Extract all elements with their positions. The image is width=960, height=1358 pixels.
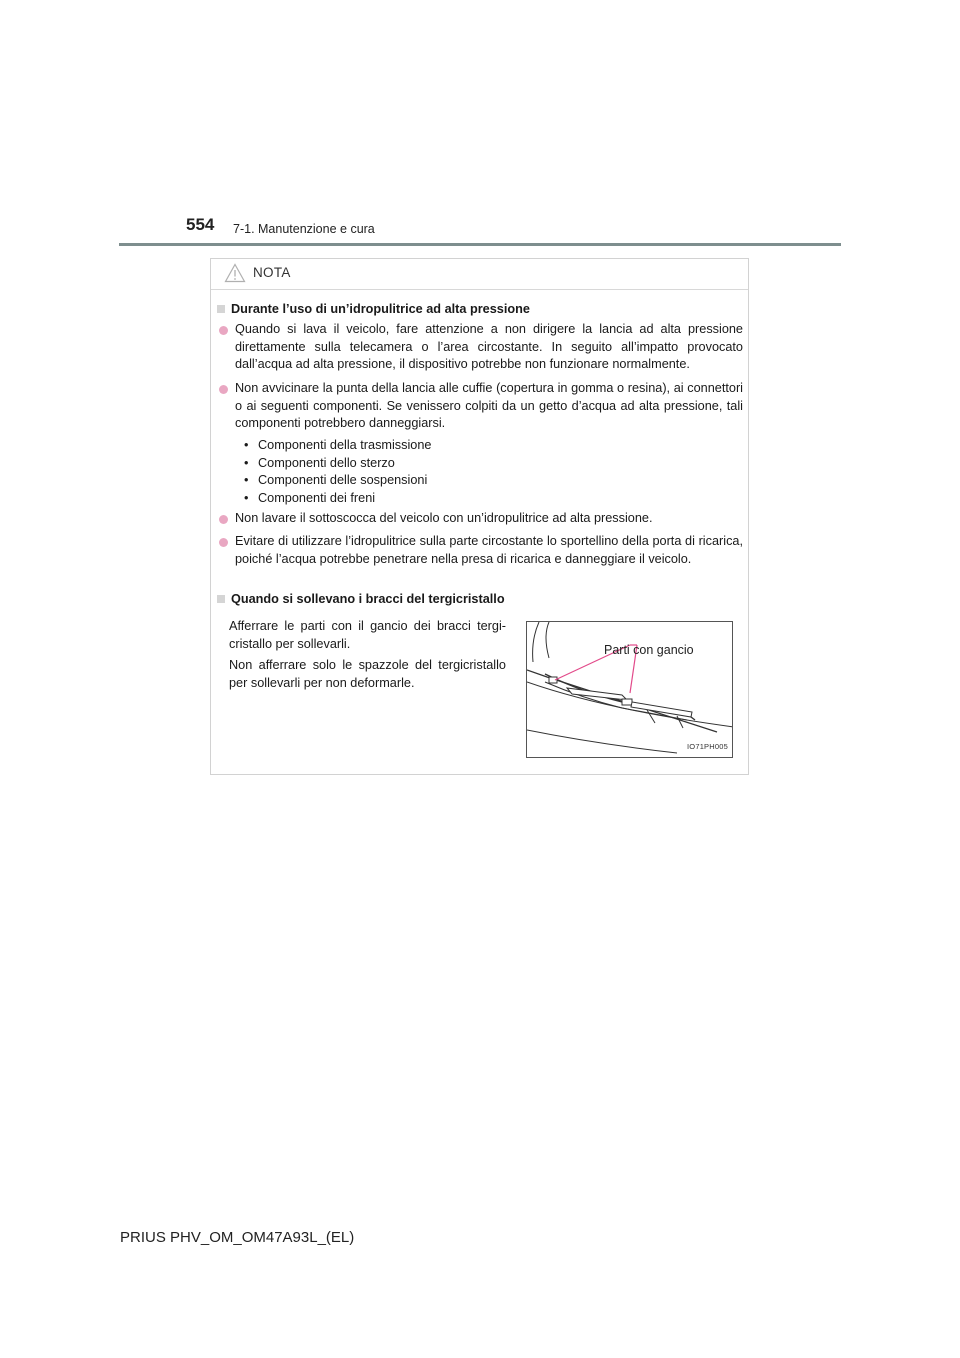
list-item: • Componenti dei freni (244, 490, 431, 508)
notice-box (210, 258, 749, 775)
notice-header (211, 259, 748, 290)
page-number: 554 (186, 215, 215, 234)
wiper-illustration (526, 621, 733, 758)
wiper-paragraph-2: Non afferrare solo le spazzole del tergicristallo per sollevarli per non deformarle. (229, 658, 506, 690)
circle-bullet-icon (219, 538, 228, 547)
list-item: • Componenti delle sospensioni (244, 472, 431, 490)
figure-code: IO71PH005 (687, 742, 728, 752)
bullet-nozzle-distance: Non avvicinare la punta della lancia alle cuffie (copertura in gomma o resina), ai connettori o ai seguenti componenti. Se venissero colpiti da un getto d’acqua ad alta pressione, tali componenti potrebbero danneggiarsi. (217, 380, 743, 433)
notice-title: NOTA (253, 265, 291, 280)
circle-bullet-icon (219, 385, 228, 394)
bullet-camera: Quando si lava il veicolo, fare attenzione a non dirigere la lancia ad alta pressione direttamente sulla telecamera o l’area circostante. In seguito all’impatto provocato dall’acqua ad alta pressione, il dispositivo potrebbe non funzionare normalmente. (217, 321, 743, 374)
square-bullet-icon (217, 595, 225, 603)
bullet-underbody: Non lavare il sottoscocca del veicolo con un’idropulitrice ad alta pressione. (217, 510, 743, 528)
section-heading-wiper-arms: Quando si sollevano i bracci del tergicristallo (217, 591, 505, 609)
section-heading-high-pressure: Durante l’uso di un’idropulitrice ad alta pressione (217, 301, 530, 319)
bullet-charging-port: Evitare di utilizzare l’idropulitrice sulla parte circostante lo sportellino della porta di ricarica, poiché l’acqua potrebbe penetrare nella presa di ricarica e danneggiare il veicolo. (217, 533, 743, 568)
document-id: PRIUS PHV_OM_OM47A93L_(EL) (120, 1229, 355, 1246)
warning-triangle-icon (224, 263, 246, 283)
wiper-paragraph-1: Afferrare le parti con il gancio dei bracci tergi-cristallo per sollevarli. (229, 619, 506, 651)
section-title: 7-1. Manutenzione e cura (233, 222, 375, 236)
callout-label: Parti con gancio (604, 643, 694, 657)
list-item: • Componenti della trasmissione (244, 437, 431, 455)
circle-bullet-icon (219, 326, 228, 335)
components-list (244, 437, 431, 507)
circle-bullet-icon (219, 515, 228, 524)
list-item: • Componenti dello sterzo (244, 455, 431, 473)
square-bullet-icon (217, 305, 225, 313)
header-divider (119, 243, 841, 246)
